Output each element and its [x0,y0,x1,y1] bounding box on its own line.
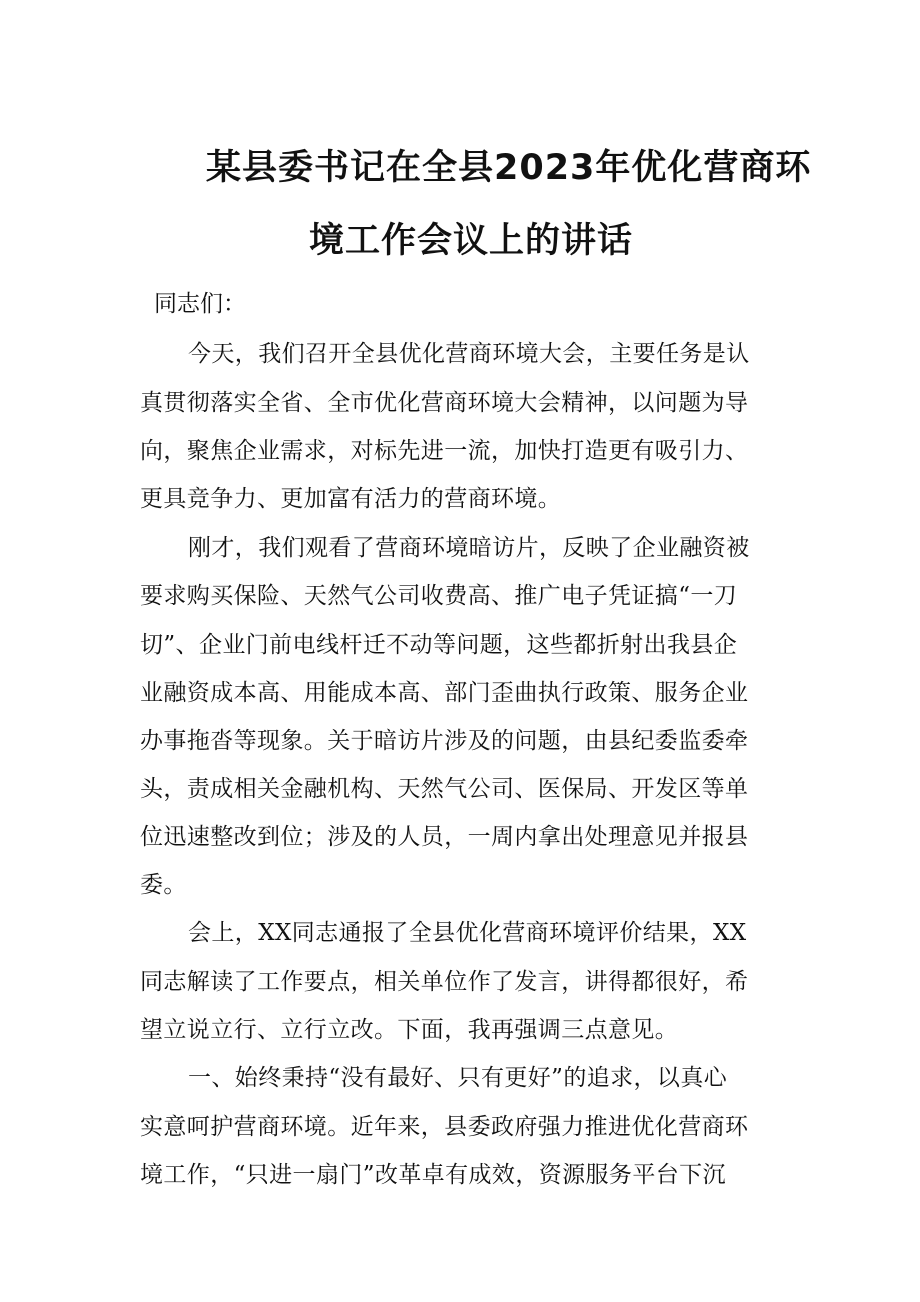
body-line: 业融资成本高、用能成本高、部门歪曲执行政策、服务企业 [140,680,749,706]
body-line: 望立说立行、立行立改。下面，我再强调三点意见。 [140,1017,679,1043]
body-line: 一、始终秉持“没有最好、只有更好”的追求，以真心 [188,1065,728,1091]
document-title-line-1: 某县委书记在全县2023年优化营商环 [206,148,812,188]
body-line: 头，责成相关金融机构、天然气公司、医保局、开发区等单 [140,776,749,802]
body-line: 实意呵护营商环境。近年来，县委政府强力推进优化营商环 [140,1114,749,1140]
body-line: 办事拖沓等现象。关于暗访片涉及的问题，由县纪委监委牵 [140,728,749,754]
body-line: 今天，我们召开全县优化营商环境大会，主要任务是认 [188,341,750,367]
body-line: 委。 [140,872,187,898]
greeting: 同志们： [154,291,246,317]
body-line: 要求购买保险、天然气公司收费高、推广电子凭证搞“一刀 [140,583,738,609]
body-line: 刚才，我们观看了营商环境暗访片，反映了企业融资被 [188,535,750,561]
body-line: 境工作，“只进一扇门”改革卓有成效，资源服务平台下沉 [140,1162,726,1188]
body-line: 更具竞争力、更加富有活力的营商环境。 [140,486,562,512]
body-line: 位迅速整改到位；涉及的人员，一周内拿出处理意见并报县 [140,824,749,850]
document-title-line-2: 境工作会议上的讲话 [309,221,634,261]
body-line: 同志解读了工作要点，相关单位作了发言，讲得都很好，希 [140,969,749,995]
body-line: 切”、企业门前电线杆迁不动等问题，这些都折射出我县企 [140,632,738,658]
body-line: 会上，XX同志通报了全县优化营商环境评价结果，XX [188,920,747,946]
body-line: 真贯彻落实全省、全市优化营商环境大会精神，以问题为导 [140,390,749,416]
body-line: 向，聚焦企业需求，对标先进一流，加快打造更有吸引力、 [140,438,749,464]
